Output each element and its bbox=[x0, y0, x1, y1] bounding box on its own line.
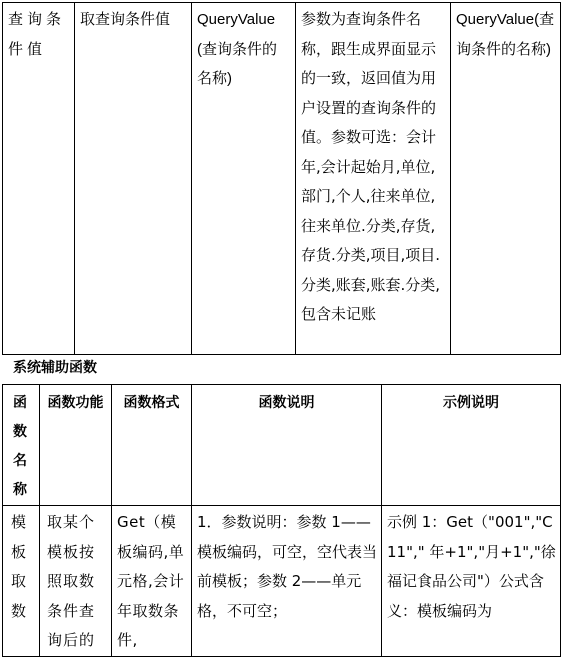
table-row bbox=[3, 506, 561, 657]
header-function-name-text: 函数名称 bbox=[13, 395, 27, 498]
example-cell bbox=[382, 506, 561, 657]
function-purpose-text: 取查询条件值 bbox=[80, 10, 171, 28]
function-example-cell bbox=[451, 3, 561, 355]
function-format-text: Get（模板编码,单元格,会计年取数条件, bbox=[117, 513, 185, 649]
header-function-format bbox=[112, 385, 192, 506]
function-format-cell bbox=[192, 3, 296, 355]
example-text: 示例 1：Get（"001","C11"," 年+1","月+1","徐福记食品公司"）公式含义：模板编码为 bbox=[387, 513, 556, 620]
function-format-text: QueryValue(查询条件的名称) bbox=[197, 11, 277, 87]
header-function-description-text: 函数说明 bbox=[258, 395, 315, 411]
header-example-text: 示例说明 bbox=[443, 395, 499, 411]
function-name-text: 模板取数 bbox=[11, 513, 27, 620]
header-function-purpose-text: 函数功能 bbox=[47, 395, 104, 411]
header-function-description bbox=[192, 385, 382, 506]
header-function-purpose bbox=[40, 385, 112, 506]
function-name-cell bbox=[3, 3, 75, 355]
function-description-cell bbox=[296, 3, 451, 355]
system-helper-function-table bbox=[2, 384, 561, 657]
section-title: 系统辅助函数 bbox=[13, 360, 97, 376]
function-purpose-text: 取某个模板按照取数条件查询后的 bbox=[47, 513, 96, 649]
header-function-format-text: 函数格式 bbox=[123, 395, 180, 411]
function-purpose-cell bbox=[40, 506, 112, 657]
header-function-name bbox=[3, 385, 40, 506]
header-example bbox=[382, 385, 561, 506]
header-row bbox=[3, 385, 561, 506]
table-row bbox=[3, 3, 561, 355]
function-description-cell bbox=[192, 506, 382, 657]
function-example-text: QueryValue(查询条件的名称) bbox=[456, 11, 555, 58]
query-function-table bbox=[2, 2, 561, 355]
function-format-cell bbox=[112, 506, 192, 657]
function-name-text: 查询条件值 bbox=[8, 10, 66, 58]
function-name-cell bbox=[3, 506, 40, 657]
function-purpose-cell bbox=[75, 3, 192, 355]
function-description-text: 参数为查询条件名称，跟生成界面显示的一致，返回值为用户设置的查询条件的值。参数可选：会计年,会计起始月,单位,部门,个人,往来单位,往来单位.分类,存货,存货.分类,项目,项目.分类,账套,账套.分类,包含未记账 bbox=[301, 10, 441, 323]
function-description-text: 1．参数说明：参数 1——模板编码，可空，空代表当前模板；参数 2——单元格，不可空； bbox=[197, 513, 378, 620]
